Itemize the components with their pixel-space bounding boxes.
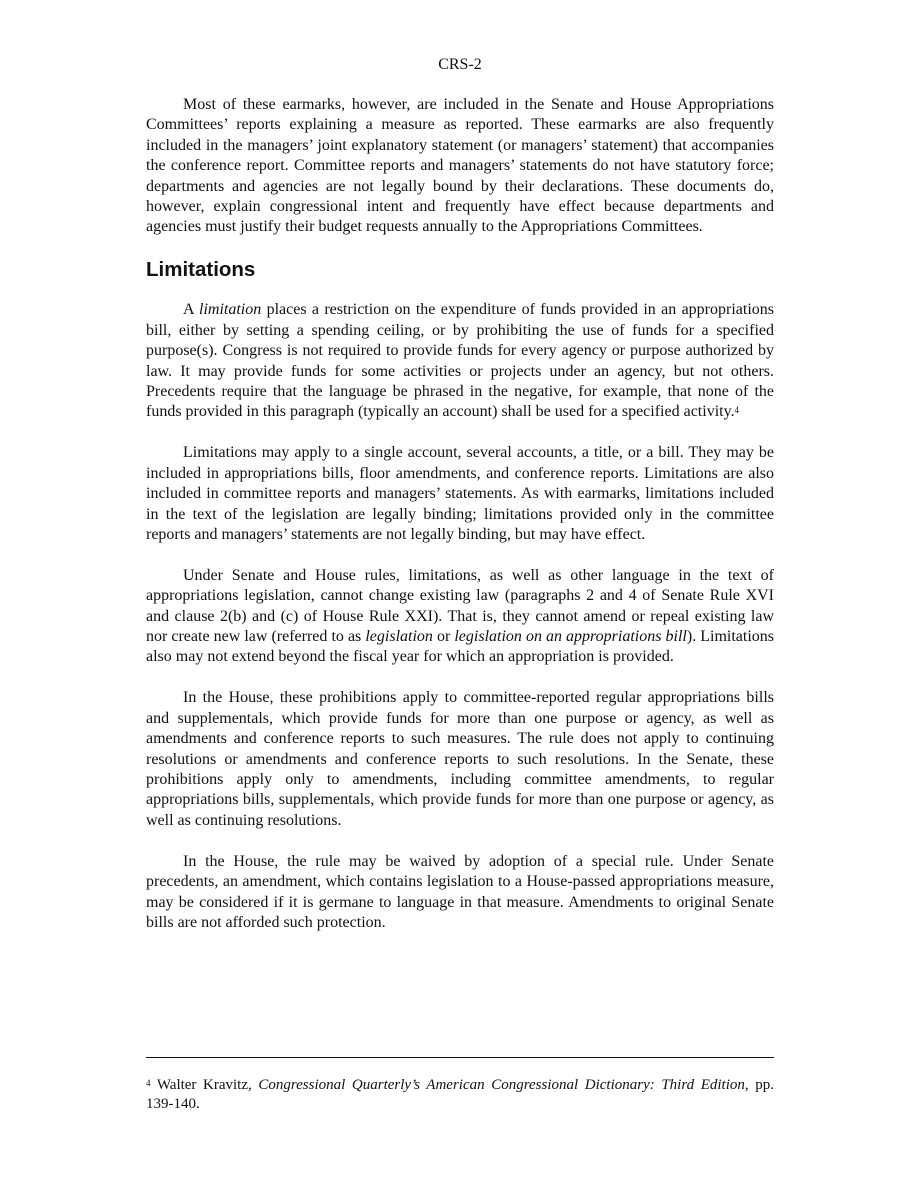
term-limitation: limitation — [199, 301, 262, 319]
footnote-reference: 4 — [734, 405, 740, 416]
page-header: CRS-2 — [438, 56, 482, 73]
text-run: or — [432, 628, 455, 646]
paragraph-rule-waiver: In the House, the rule may be waived by adoption of a special rule. Under Senate precedents, an amendment, which contains legislation to a House-passed appropriations measure, may be considered if it is germane to language in that measure. Amendments to original Senate bills are not afforded such protection. — [146, 852, 774, 931]
text-run: ). Limitations also may not extend beyond the fiscal year for which an appropriation is provided. — [146, 628, 775, 666]
term-legislation: legislation — [365, 628, 433, 646]
footnote-author: Walter Kravitz, — [150, 1077, 259, 1093]
footnote-number: 4 — [146, 1078, 151, 1088]
text-run: Under Senate and House rules, limitations, as well as other language in the text of appropriations legislation, cannot change existing law (paragraphs 2 and 4 of Senate Rule XVI and clause 2(b) and (c) of House Rule XXI). That is, they cannot amend or repeal existing law nor create new law (referred to as — [146, 566, 774, 646]
text-run: places a restriction on the expenditure of funds provided in an appropriations bill, either by setting a spending ceiling, or by prohibiting the use of funds for a specified purpose(s). Congress is not required to provide funds for every agency or purpose authorized by law. It may provide funds for some activities or projects under an agency, but not others. Precedents require that the language be phrased in the negative, for example, that none of the funds provided in this paragraph (typically an account) shall be used for a specified activity. — [146, 301, 775, 421]
paragraph-earmarks: Most of these earmarks, however, are included in the Senate and House Appropriations Committees’ reports explaining a measure as reported. These earmarks are also frequently included in the managers’ joint explanatory statement (or managers’ statement) that accompanies the conference report. Committee reports and managers’ statements do not have statutory force; departments and agencies are not legally bound by their declarations. These documents do, however, explain congressional intent and frequently have effect because departments and agencies must justify their budget requests annually to the Appropriations Committees. — [146, 96, 774, 236]
footnote — [146, 1076, 774, 1114]
term-legislation-on-appropriations-bill: legislation on an appropriations bill — [454, 628, 687, 646]
paragraph-senate-house-rules — [146, 566, 774, 668]
body-text — [146, 95, 774, 954]
section-heading-limitations: Limitations — [146, 258, 256, 282]
footnote-pages: , pp. 139-140. — [146, 1077, 775, 1112]
text-run: A — [183, 301, 200, 319]
paragraph-house-prohibitions: In the House, these prohibitions apply to committee-reported regular appropriations bills and supplementals, which provide funds for more than one purpose or agency, as well as amendments and conference reports to such measures. The rule does not apply to continuing resolutions or amendments and conference reports to such resolutions. In the Senate, these prohibitions apply only to amendments, including committee amendments, to regular appropriations bills, supplementals, which provide funds for more than one purpose or agency, as well as continuing resolutions. — [146, 689, 774, 829]
footnote-title: Congressional Quarterly’s American Congressional Dictionary: Third Edition — [258, 1077, 745, 1093]
paragraph-limitations-scope: Limitations may apply to a single account, several accounts, a title, or a bill. They may be included in appropriations bills, floor amendments, and conference reports. Limitations are also included in committee reports and managers’ statements. As with earmarks, limitations included in the text of the legislation are legally binding; limitations provided only in the committee reports and managers’ statements are not legally binding, but may have effect. — [146, 444, 774, 543]
footnote-divider — [146, 1057, 774, 1058]
paragraph-limitation-definition — [146, 300, 774, 422]
